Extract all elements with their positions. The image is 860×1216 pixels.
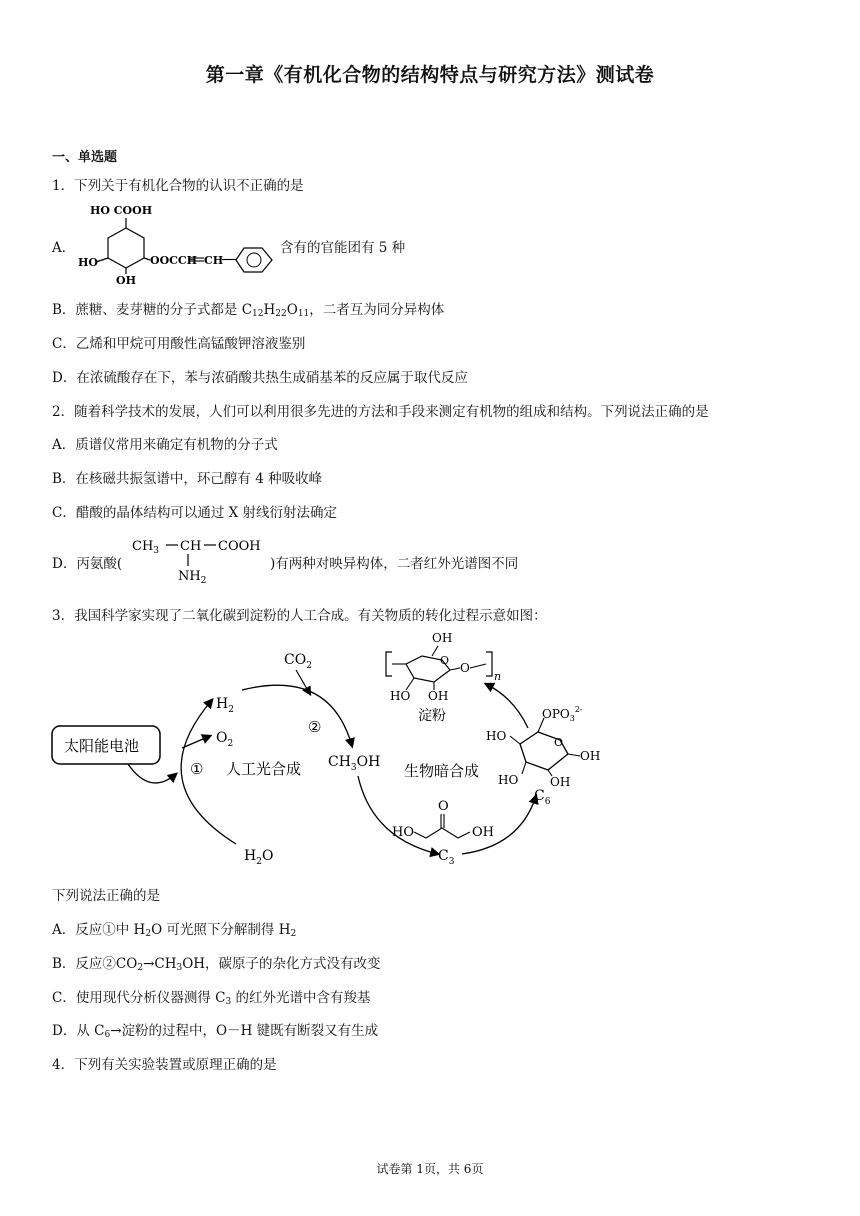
starch-ring-o: O	[440, 654, 450, 667]
starch-oh-top: OH	[432, 631, 453, 645]
page-title: 第一章《有机化合物的结构特点与研究方法》测试卷	[205, 64, 655, 86]
starch-label: 淀粉	[418, 708, 446, 724]
h2o-label: $H_2O$	[244, 848, 274, 867]
struct-ho-left: HO	[78, 256, 98, 269]
struct-ho-cooh: HO COOH	[90, 204, 153, 217]
c3-label: $C_3$	[438, 848, 455, 867]
section-heading: 一、单选题	[52, 150, 118, 165]
q3-option-d: D．从 $C_6\to$淀粉的过程中，O－H 键既有断裂又有生成	[52, 1023, 379, 1040]
c6-label: $C_6$	[534, 788, 551, 807]
opo3-label: $OPO_3^{2-}$	[542, 705, 583, 723]
c3-o-label: O	[438, 799, 449, 814]
starch-o-right: O	[460, 661, 470, 675]
q3-option-c: C．使用现代分析仪器测得 $C_3$ 的红外光谱中含有羧基	[52, 990, 371, 1007]
svg-text:COOH: COOH	[218, 539, 261, 554]
h2-label: $H_2$	[216, 696, 234, 715]
artificial-label: 人工光合成	[226, 760, 302, 778]
q1-option-a-suffix: 含有的官能团有 5 种	[280, 240, 406, 256]
c3-ho: HO	[392, 825, 414, 840]
bio-label: 生物暗合成	[404, 762, 480, 780]
struct-oh-bottom: OH	[116, 274, 136, 286]
ch3oh-label: $CH_3OH$	[328, 754, 381, 773]
struct-ester: OOCCH	[150, 254, 198, 267]
q2-option-b: B．在核磁共振氢谱中，环己醇有 4 种吸收峰	[52, 471, 323, 487]
co2-label: $CO_2$	[284, 652, 312, 671]
svg-text:CH3: $CH_3$	[132, 539, 160, 556]
q3-option-b: B．反应$②CO_2\to CH_3OH$，碳原子的杂化方式没有改变	[52, 956, 381, 973]
c6-oh-2: OH	[550, 775, 571, 789]
q1-option-a-structure	[76, 200, 286, 286]
c6-ring-o: O	[554, 736, 564, 749]
q2-option-d-suffix: )有两种对映异构体，二者红外光谱图不同	[270, 556, 519, 572]
q1-option-a-prefix: A．	[52, 240, 76, 256]
starch-oh-bottom: OH	[428, 689, 449, 703]
c6-oh-1: OH	[580, 749, 601, 763]
q2-option-d-prefix: D．丙氨酸(	[52, 556, 123, 572]
question-1-stem: 1．下列关于有机化合物的认识不正确的是	[52, 178, 304, 194]
question-3-stem: 3．我国科学家实现了二氧化碳到淀粉的人工合成。有关物质的转化过程示意如图：	[52, 608, 547, 624]
q3-option-a: A．反应①中 $H_2O$ 可光照下分解制得 $H_2$	[52, 922, 297, 939]
solar-cell-label: 太阳能电池	[64, 737, 140, 755]
alanine-structure	[130, 534, 270, 586]
page-footer: 试卷第 1页，共 6页	[376, 1162, 484, 1176]
q2-option-a: A．质谱仪常用来确定有机物的分子式	[52, 437, 278, 453]
q2-option-c: C．醋酸的晶体结构可以通过 X 射线衍射法确定	[52, 505, 338, 521]
co2-to-starch-diagram	[40, 624, 640, 874]
question-2-stem: 2．随着科学技术的发展，人们可以利用很多先进的方法和手段来测定有机物的组成和结构。下列说法正确的是	[52, 404, 709, 420]
c3-oh: OH	[472, 825, 494, 840]
svg-text:NH2: $NH_2$	[178, 569, 207, 586]
q1-option-b: B．蔗糖、麦芽糖的分子式都是 $C_{12}H_{22}O_{11}$，二者互为同分异构体	[52, 302, 445, 319]
o2-label: $O_2$	[216, 730, 234, 749]
starch-ho: HO	[390, 689, 411, 703]
svg-text:CH: CH	[180, 539, 202, 554]
c6-ho-1: HO	[486, 729, 507, 743]
struct-ch: CH	[204, 254, 224, 267]
c6-ho-2: HO	[498, 773, 519, 787]
q3-followup: 下列说法正确的是	[52, 888, 160, 904]
q1-option-c: C．乙烯和甲烷可用酸性高锰酸钾溶液鉴别	[52, 336, 306, 352]
question-4-stem: 4．下列有关实验装置或原理正确的是	[52, 1057, 277, 1073]
starch-n: n	[494, 670, 502, 683]
step-1: ①	[190, 760, 204, 778]
q1-option-d: D．在浓硫酸存在下，苯与浓硝酸共热生成硝基苯的反应属于取代反应	[52, 370, 468, 386]
step-2: ②	[308, 718, 322, 736]
